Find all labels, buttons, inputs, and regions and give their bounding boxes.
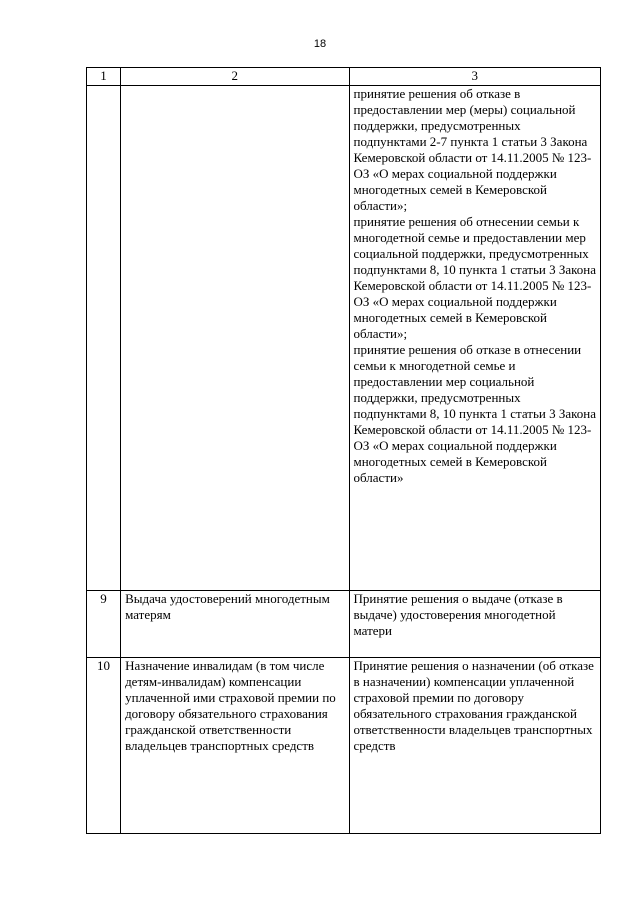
header-cell-1: 1 — [87, 68, 121, 86]
description-cell — [349, 86, 601, 591]
service-name-cell: Выдача удостоверений многодетным матерям — [121, 591, 349, 658]
description-paragraph: принятие решения об отказе в отнесении семьи к многодетной семье и предоставлении мер социальной поддержки, предусмотренных подпунктами 8, 10 пункта 1 статьи 3 Закона Кемеровской области от 14.11.2005 № 123-ОЗ «О мерах социальной поддержки многодетных семей в Кемеровской области» — [353, 342, 596, 485]
table-row — [87, 591, 601, 658]
row-number-cell — [87, 86, 121, 591]
header-cell-2: 2 — [121, 68, 349, 86]
page-number: 18 — [313, 38, 327, 50]
description-cell: Принятие решения о назначении (об отказе в назначении) компенсации уплаченной страховой премии по договору обязательного страхования гражданской ответственности владельцев транспортных средств — [349, 658, 601, 834]
row-number-cell: 10 — [87, 658, 121, 834]
description-paragraph: принятие решения об отнесении семьи к многодетной семье и предоставлении мер социальной поддержки, предусмотренных подпунктами 8, 10 пункта 1 статьи 3 Закона Кемеровской области от 14.11.2005 № 123-ОЗ «О мерах социальной поддержки многодетных семей в Кемеровской области»; — [353, 214, 596, 341]
header-cell-3: 3 — [349, 68, 601, 86]
services-table — [86, 67, 601, 834]
table-row-continuation — [87, 86, 601, 591]
description-paragraph: принятие решения об отказе в предоставлении мер (меры) социальной поддержки, предусмотренных подпунктами 2-7 пункта 1 статьи 3 Закона Кемеровской области от 14.11.2005 № 123-ОЗ «О мерах социальной поддержки многодетных семей в Кемеровской области»; — [353, 86, 592, 213]
row-number-cell: 9 — [87, 591, 121, 658]
service-name-cell — [121, 86, 349, 591]
description-cell: Принятие решения о выдаче (отказе в выдаче) удостоверения многодетной матери — [349, 591, 601, 658]
table-row — [87, 658, 601, 834]
service-name-cell: Назначение инвалидам (в том числе детям-инвалидам) компенсации уплаченной ими страховой премии по договору обязательного страхования гражданской ответственности владельцев транспортных средств — [121, 658, 349, 834]
table-header-row — [87, 68, 601, 86]
